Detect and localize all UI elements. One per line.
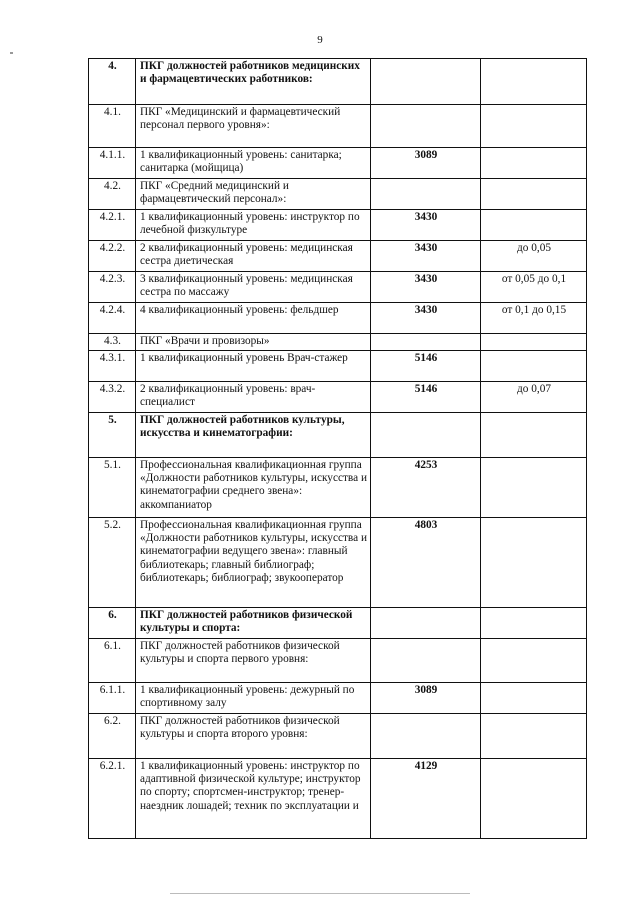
row-number: 4.2. — [89, 179, 136, 210]
row-name: 2 квалификационный уровень: врач-специалист — [136, 382, 371, 413]
row-name: 3 квалификационный уровень: медицинская сестра по массажу — [136, 272, 371, 303]
table-row — [89, 210, 587, 241]
row-number: 6.2. — [89, 714, 136, 759]
row-salary — [371, 59, 481, 105]
row-coefficient — [481, 458, 587, 518]
row-name: 1 квалификационный уровень Врач-стажер — [136, 351, 371, 382]
table-row — [89, 458, 587, 518]
row-name: 1 квалификационный уровень: санитарка; санитарка (мойщица) — [136, 148, 371, 179]
row-number: 4.2.4. — [89, 303, 136, 334]
row-salary: 5146 — [371, 351, 481, 382]
row-name: ПКГ должностей работников физической культуры и спорта второго уровня: — [136, 714, 371, 759]
table-row — [89, 683, 587, 714]
row-name: ПКГ «Врачи и провизоры» — [136, 334, 371, 351]
table-row — [89, 714, 587, 759]
row-salary — [371, 714, 481, 759]
table-row — [89, 334, 587, 351]
table-row — [89, 351, 587, 382]
row-coefficient — [481, 351, 587, 382]
row-salary: 5146 — [371, 382, 481, 413]
row-salary — [371, 179, 481, 210]
page-number: 9 — [317, 34, 323, 46]
table-row — [89, 303, 587, 334]
row-salary: 3089 — [371, 148, 481, 179]
row-number: 5. — [89, 413, 136, 458]
table-row — [89, 382, 587, 413]
row-coefficient — [481, 608, 587, 639]
row-name: ПКГ должностей работников физической культуры и спорта: — [136, 608, 371, 639]
row-coefficient — [481, 518, 587, 608]
row-number: 6.1. — [89, 639, 136, 683]
table-row — [89, 518, 587, 608]
salary-table — [88, 58, 587, 839]
bottom-rule — [170, 893, 470, 894]
row-coefficient: до 0,05 — [481, 241, 587, 272]
row-name: Профессиональная квалификационная группа «Должности работников культуры, искусства и кинематографии среднего звена»: аккомпаниатор — [136, 458, 371, 518]
row-coefficient: до 0,07 — [481, 382, 587, 413]
table-row — [89, 179, 587, 210]
row-coefficient — [481, 334, 587, 351]
row-coefficient: от 0,05 до 0,1 — [481, 272, 587, 303]
table-row — [89, 639, 587, 683]
row-salary — [371, 639, 481, 683]
table-row — [89, 272, 587, 303]
row-salary: 3430 — [371, 303, 481, 334]
row-coefficient — [481, 413, 587, 458]
section-row — [89, 59, 587, 105]
row-coefficient — [481, 210, 587, 241]
row-number: 4.1. — [89, 105, 136, 148]
section-row — [89, 413, 587, 458]
row-number: 4.2.3. — [89, 272, 136, 303]
row-name: 1 квалификационный уровень: дежурный по спортивному залу — [136, 683, 371, 714]
row-coefficient — [481, 714, 587, 759]
row-number: 4. — [89, 59, 136, 105]
row-salary — [371, 413, 481, 458]
row-name: 1 квалификационный уровень: инструктор по адаптивной физической культуре; инструктор по спорту; спортсмен-инструктор; тренер-наездник лошадей; техник по эксплуатации и — [136, 759, 371, 839]
row-number: 4.2.2. — [89, 241, 136, 272]
row-name: 4 квалификационный уровень: фельдшер — [136, 303, 371, 334]
margin-mark — [10, 52, 13, 54]
row-name: ПКГ должностей работников культуры, искусства и кинематографии: — [136, 413, 371, 458]
row-name: ПКГ «Медицинский и фармацевтический персонал первого уровня»: — [136, 105, 371, 148]
table-row — [89, 241, 587, 272]
row-coefficient — [481, 105, 587, 148]
row-coefficient: от 0,1 до 0,15 — [481, 303, 587, 334]
row-name: Профессиональная квалификационная группа «Должности работников культуры, искусства и кинематографии ведущего звена»: главный библиотекарь; главный библиограф; библиотекарь; библиограф; звукооператор — [136, 518, 371, 608]
row-salary: 3430 — [371, 210, 481, 241]
row-coefficient — [481, 179, 587, 210]
row-number: 6.1.1. — [89, 683, 136, 714]
row-salary: 3430 — [371, 241, 481, 272]
row-number: 4.3.1. — [89, 351, 136, 382]
row-coefficient — [481, 59, 587, 105]
row-salary: 4803 — [371, 518, 481, 608]
row-name: ПКГ должностей работников медицинских и фармацевтических работников: — [136, 59, 371, 105]
section-row — [89, 608, 587, 639]
table-body — [89, 59, 587, 839]
row-name: ПКГ «Средний медицинский и фармацевтический персонал»: — [136, 179, 371, 210]
row-salary — [371, 105, 481, 148]
row-number: 4.2.1. — [89, 210, 136, 241]
row-salary: 3430 — [371, 272, 481, 303]
row-number: 4.3.2. — [89, 382, 136, 413]
row-salary: 4129 — [371, 759, 481, 839]
row-name: ПКГ должностей работников физической культуры и спорта первого уровня: — [136, 639, 371, 683]
table-row — [89, 105, 587, 148]
row-number: 6.2.1. — [89, 759, 136, 839]
row-number: 5.2. — [89, 518, 136, 608]
row-salary: 3089 — [371, 683, 481, 714]
row-number: 5.1. — [89, 458, 136, 518]
row-number: 4.1.1. — [89, 148, 136, 179]
row-number: 4.3. — [89, 334, 136, 351]
row-salary — [371, 334, 481, 351]
row-name: 2 квалификационный уровень: медицинская сестра диетическая — [136, 241, 371, 272]
row-salary — [371, 608, 481, 639]
row-coefficient — [481, 639, 587, 683]
row-coefficient — [481, 683, 587, 714]
table-row — [89, 148, 587, 179]
row-name: 1 квалификационный уровень: инструктор по лечебной физкультуре — [136, 210, 371, 241]
row-coefficient — [481, 148, 587, 179]
row-number: 6. — [89, 608, 136, 639]
table-row — [89, 759, 587, 839]
row-salary: 4253 — [371, 458, 481, 518]
row-coefficient — [481, 759, 587, 839]
